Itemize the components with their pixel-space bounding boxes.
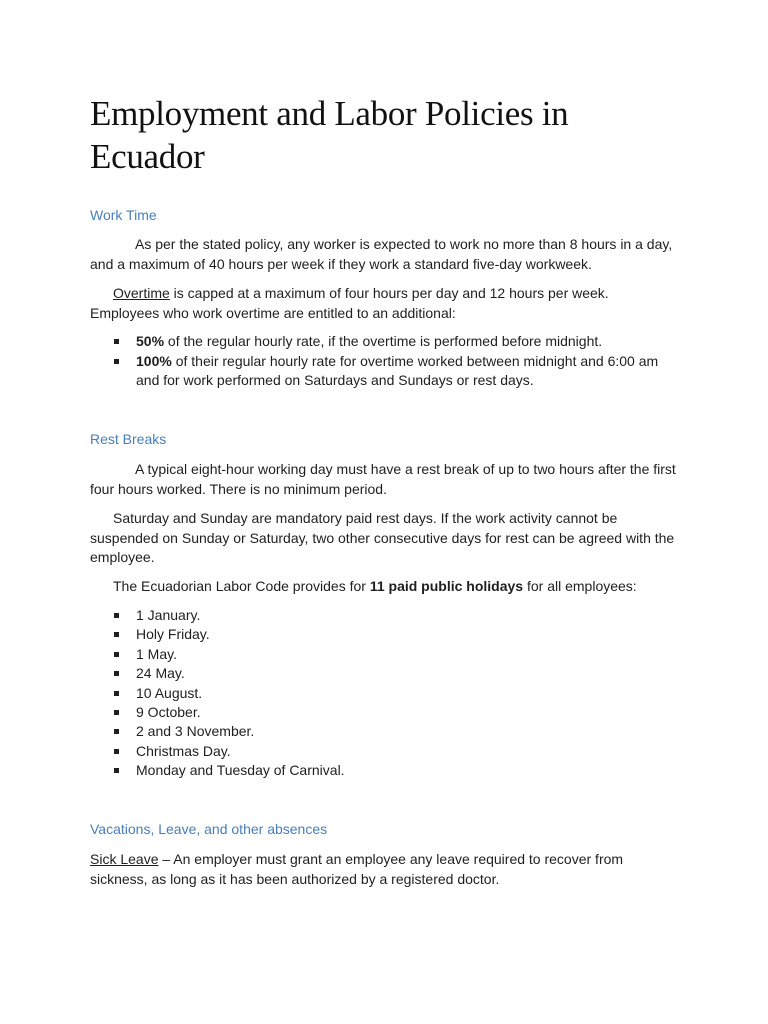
list-item xyxy=(113,606,683,625)
holiday-item: Christmas Day. xyxy=(136,742,231,759)
overtime-paragraph xyxy=(90,284,680,323)
holidays-count: 11 paid public holidays xyxy=(369,578,524,594)
list-item xyxy=(113,645,683,664)
sick-leave-paragraph xyxy=(90,850,680,889)
holiday-item: 9 October. xyxy=(136,704,201,721)
holidays-intro xyxy=(90,577,680,597)
rest-break-paragraph: A typical eight-hour working day must have a rest break of up to two hours after the first four hours worked. There is no minimum period. xyxy=(90,461,676,497)
rate-text: of the regular hourly rate, if the overtime is performed before midnight. xyxy=(164,333,603,349)
bullet-icon xyxy=(114,710,119,715)
list-item xyxy=(113,761,683,780)
list-item xyxy=(113,684,683,703)
rate-value: 100% xyxy=(136,352,172,369)
heading-work-time: Work Time xyxy=(90,207,157,223)
holiday-item: 24 May. xyxy=(136,665,185,682)
holidays-intro-text-end: for all employees: xyxy=(523,578,637,594)
bullet-icon xyxy=(114,652,119,657)
holiday-item: 1 January. xyxy=(136,607,201,623)
holiday-item: 2 and 3 November. xyxy=(136,723,255,740)
holiday-list xyxy=(113,606,683,781)
holiday-item: Holy Friday. xyxy=(136,626,210,643)
holiday-item: Monday and Tuesday of Carnival. xyxy=(136,762,345,779)
heading-vacations: Vacations, Leave, and other absences xyxy=(90,821,328,837)
heading-rest-breaks: Rest Breaks xyxy=(90,431,167,447)
sick-leave-term: Sick Leave xyxy=(90,851,159,867)
list-item xyxy=(113,742,683,761)
bullet-icon xyxy=(114,632,119,637)
document-title: Employment and Labor Policies in Ecuador xyxy=(90,94,569,176)
rate-value: 50% xyxy=(136,333,165,349)
holidays-intro-text: The Ecuadorian Labor Code provides for xyxy=(113,578,370,594)
list-item xyxy=(113,703,683,722)
bullet-icon xyxy=(114,613,119,618)
overtime-text: is capped at a maximum of four hours per day and 12 hours per week. Employees who work overtime are entitled to an additional: xyxy=(90,285,609,321)
list-item xyxy=(113,332,683,352)
rate-text: of their regular hourly rate for overtime worked between midnight and 6:00 am and for work performed on Saturdays and Sundays or rest days. xyxy=(136,352,659,388)
bullet-icon xyxy=(114,768,119,773)
sick-leave-text: – An employer must grant an employee any leave required to recover from sickness, as long as it has been authorized by a registered doctor. xyxy=(90,851,624,887)
bullet-icon xyxy=(114,359,119,364)
holiday-item: 10 August. xyxy=(136,684,203,701)
overtime-term: Overtime xyxy=(113,285,170,301)
list-item xyxy=(113,352,683,391)
bullet-icon xyxy=(114,729,119,734)
overtime-rate-list xyxy=(113,332,683,391)
bullet-icon xyxy=(114,749,119,754)
rest-days-paragraph: Saturday and Sunday are mandatory paid rest days. If the work activity cannot be suspended on Sunday or Saturday, two other consecutive days for rest can be agreed with the employee. xyxy=(90,510,675,565)
list-item xyxy=(113,625,683,644)
list-item xyxy=(113,664,683,683)
bullet-icon xyxy=(114,339,119,344)
bullet-icon xyxy=(114,691,119,696)
bullet-icon xyxy=(114,671,119,676)
list-item xyxy=(113,722,683,741)
holiday-item: 1 May. xyxy=(136,645,177,662)
work-time-paragraph: As per the stated policy, any worker is expected to work no more than 8 hours in a day, and a maximum of 40 hours per week if they work a standard five-day workweek. xyxy=(90,236,673,272)
